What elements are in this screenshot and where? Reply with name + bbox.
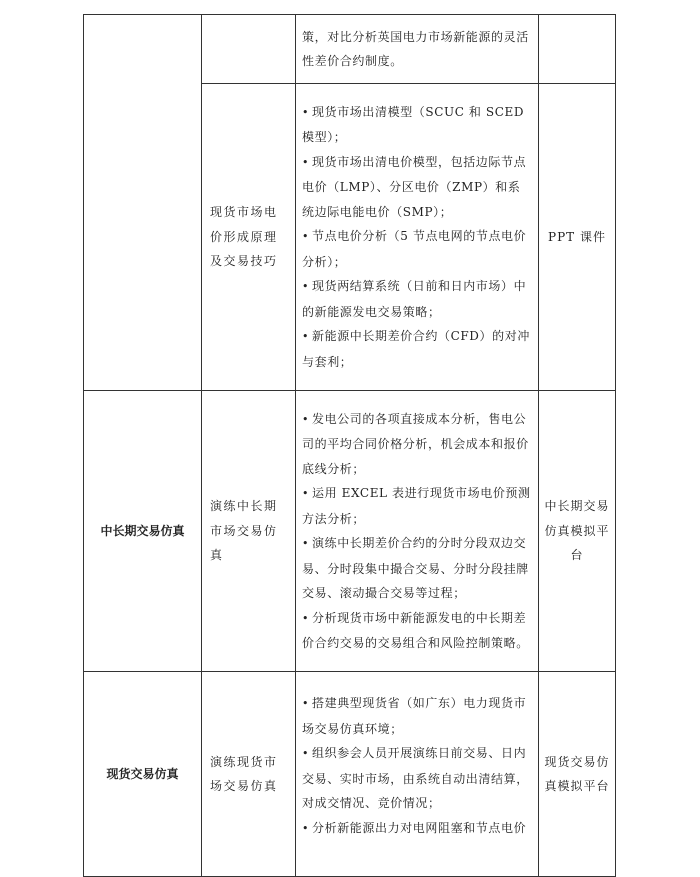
- resource-cell: 中长期交易仿真模拟平台: [539, 391, 616, 672]
- resource-cell: 现货交易仿真模拟平台: [539, 672, 616, 877]
- table-row: [84, 672, 616, 877]
- module-cell: 现货交易仿真: [84, 672, 202, 877]
- bullet-dot: •: [302, 330, 310, 344]
- content-bullet: • 组织参会人员开展演练日前交易、日内交易、实时市场，由系统自动出清结算，对成交情况、竞价情况；: [302, 741, 532, 816]
- module-cell: [84, 15, 202, 391]
- content-continuation: 策，对比分析英国电力市场新能源的灵活性差价合约制度。: [302, 29, 529, 68]
- topic-cell: 现货市场电价形成原理及交易技巧: [202, 84, 296, 391]
- content-cell: [296, 391, 539, 672]
- content-cell: [296, 84, 539, 391]
- bullet-dot: •: [302, 412, 310, 426]
- content-bullet: • 新能源中长期差价合约（CFD）的对冲与套利；: [302, 324, 532, 374]
- curriculum-table: [83, 14, 616, 877]
- module-cell: 中长期交易仿真: [84, 391, 202, 672]
- content-bullet: • 现货市场出清电价模型，包括边际节点电价（LMP）、分区电价（ZMP）和系统边际电能电价（SMP）；: [302, 150, 532, 225]
- bullet-dot: •: [302, 697, 310, 710]
- content-bullet: • 发电公司的各项直接成本分析，售电公司的平均合同价格分析，机会成本和报价底线分析；: [302, 407, 532, 482]
- table-row: [84, 15, 616, 84]
- bullet-dot: •: [302, 537, 310, 550]
- resource-cell: PPT 课件: [539, 84, 616, 391]
- topic-cell: 演练现货市场交易仿真: [202, 672, 296, 877]
- bullet-dot: •: [302, 821, 310, 835]
- bullet-dot: •: [302, 105, 310, 119]
- content-bullet: • 演练中长期差价合约的分时分段双边交易、分时段集中撮合交易、分时分段挂牌交易、滚动撮合交易等过程；: [302, 531, 532, 606]
- content-cell: [296, 15, 539, 84]
- topic-cell: 演练中长期市场交易仿真: [202, 391, 296, 672]
- content-bullet: • 搭建典型现货省（如广东）电力现货市场交易仿真环境；: [302, 691, 532, 741]
- content-bullet: • 分析新能源出力对电网阻塞和节点电价: [302, 816, 532, 842]
- content-clip: [302, 691, 532, 857]
- bullet-dot: •: [302, 230, 310, 244]
- bullet-dot: •: [302, 747, 310, 760]
- bullet-dot: •: [302, 487, 310, 500]
- resource-cell: [539, 15, 616, 84]
- table-row: [84, 391, 616, 672]
- content-bullet: • 现货两结算系统（日前和日内市场）中的新能源发电交易策略；: [302, 274, 532, 324]
- content-bullet: • 运用 EXCEL 表进行现货市场电价预测方法分析；: [302, 481, 532, 531]
- bullet-dot: •: [302, 155, 310, 169]
- content-bullet: • 节点电价分析（5 节点电网的节点电价分析）；: [302, 224, 532, 274]
- bullet-dot: •: [302, 280, 310, 294]
- content-bullet: • 现货市场出清模型（SCUC 和 SCED 模型）；: [302, 100, 532, 150]
- content-cell: [296, 672, 539, 877]
- content-bullet: • 分析现货市场中新能源发电的中长期差价合约交易的交易组合和风险控制策略。: [302, 606, 532, 656]
- topic-cell: [202, 15, 296, 84]
- bullet-dot: •: [302, 611, 310, 625]
